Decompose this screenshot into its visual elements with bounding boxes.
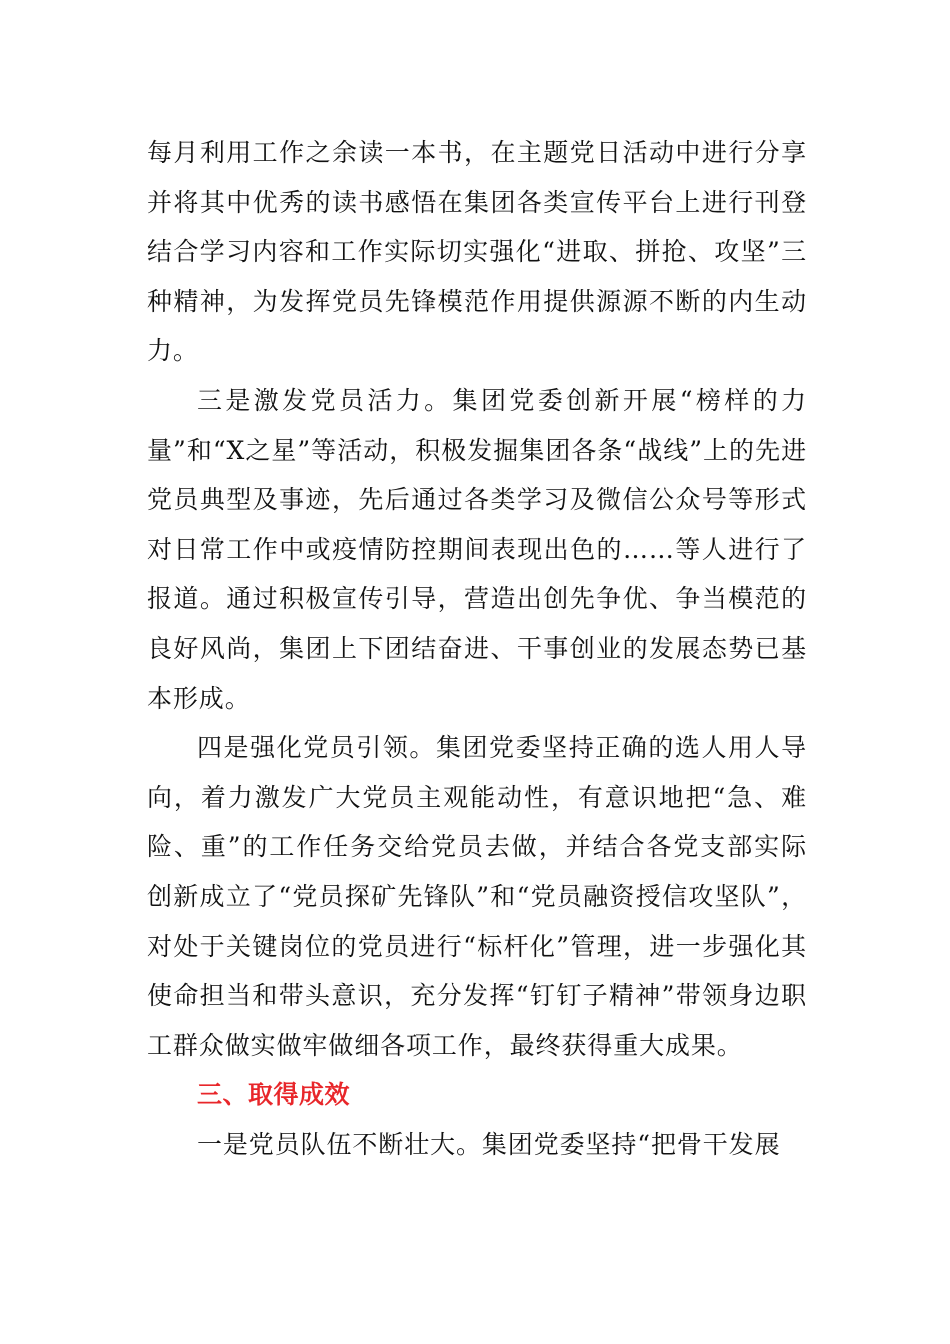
section-heading-results: 三、取得成效 [197,1080,351,1110]
paragraph-member-vitality: 三是激发党员活力。集团党委创新开展“榜样的力量”和“X之星”等活动，积极发掘集团各条“战线”上的先进党员典型及事迹，先后通过各类学习及微信公众号等形式对日常工作中或疫情防控期间表现出色的……等人进行了报道。通过积极宣传引导，营造出创先争优、争当模范的良好风尚，集团上下团结奋进、干事创业的发展态势已基本形成。 [147,385,807,713]
paragraph-member-leadership: 四是强化党员引领。集团党委坚持正确的选人用人导向，着力激发广大党员主观能动性，有意识地把“急、难险、重”的工作任务交给党员去做，并结合各党支部实际创新成立了“党员探矿先锋队”和“党员融资授信攻坚队”，对处于关键岗位的党员进行“标杆化”管理，进一步强化其使命担当和带头意识，充分发挥“钉钉子精神”带领身边职工群众做实做牢做细各项工作，最终获得重大成果。 [147,733,807,1060]
paragraph-team-growth: 一是党员队伍不断壮大。集团党委坚持“把骨干发展 [197,1129,781,1159]
document-body [147,128,807,1169]
paragraph-reading-spirit: 每月利用工作之余读一本书，在主题党日活动中进行分享并将其中优秀的读书感悟在集团各类宣传平台上进行刊登结合学习内容和工作实际切实强化“进取、拼抢、攻坚”三种精神，为发挥党员先锋模范作用提供源源不断的内生动力。 [147,138,807,366]
